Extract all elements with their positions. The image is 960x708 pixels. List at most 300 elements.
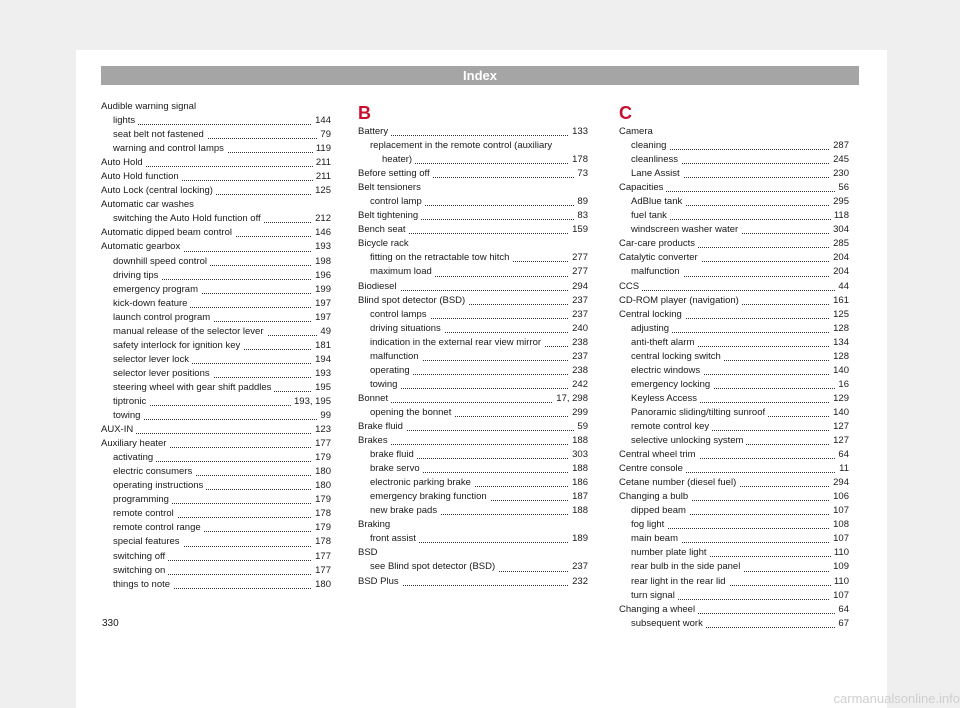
index-entry bbox=[619, 308, 849, 322]
entry-page-ref[interactable]: 199 bbox=[312, 283, 331, 297]
entry-term: dipped beam bbox=[631, 505, 689, 516]
entry-term: Automatic gearbox bbox=[101, 241, 183, 252]
index-entry bbox=[619, 139, 849, 153]
entry-term: Central locking bbox=[619, 309, 685, 320]
page-number: 330 bbox=[102, 618, 119, 629]
entry-page-ref[interactable]: 181 bbox=[312, 339, 331, 353]
entry-page-ref[interactable]: 179 bbox=[312, 521, 331, 535]
index-entry bbox=[619, 560, 849, 574]
entry-page-ref[interactable]: 179 bbox=[312, 493, 331, 507]
entry-page-ref[interactable]: 79 bbox=[317, 128, 331, 142]
entry-list bbox=[619, 125, 849, 631]
entry-page-ref[interactable]: 180 bbox=[312, 479, 331, 493]
entry-term: turn signal bbox=[631, 590, 678, 601]
entry-page-ref[interactable]: 134 bbox=[830, 336, 849, 350]
index-entry bbox=[358, 504, 588, 518]
entry-term: Biodiesel bbox=[358, 281, 400, 292]
index-entry bbox=[101, 521, 331, 535]
entry-page-ref[interactable]: 73 bbox=[574, 167, 588, 181]
entry-page-ref[interactable]: 106 bbox=[830, 490, 849, 504]
index-entry bbox=[619, 378, 849, 392]
index-entry bbox=[619, 209, 849, 223]
entry-page-ref[interactable]: 110 bbox=[831, 546, 849, 560]
index-entry bbox=[619, 575, 849, 589]
entry-term: driving tips bbox=[113, 270, 161, 281]
entry-term: Brakes bbox=[358, 435, 391, 446]
entry-page-ref[interactable]: 242 bbox=[569, 378, 588, 392]
entry-page-ref[interactable]: 186 bbox=[569, 476, 588, 490]
index-entry bbox=[358, 153, 588, 167]
index-entry bbox=[619, 322, 849, 336]
entry-term: selector lever positions bbox=[113, 368, 213, 379]
entry-page-ref[interactable]: 193 bbox=[312, 367, 331, 381]
entry-term: Catalytic converter bbox=[619, 252, 701, 263]
entry-page-ref[interactable]: 196 bbox=[312, 269, 331, 283]
index-entry bbox=[101, 226, 331, 240]
index-entry: Belt tensioners bbox=[358, 182, 421, 194]
index-entry bbox=[619, 336, 849, 350]
entry-term: Battery bbox=[358, 126, 391, 137]
entry-page-ref[interactable]: 11 bbox=[836, 462, 849, 476]
index-entry bbox=[101, 507, 331, 521]
entry-term: brake servo bbox=[370, 463, 423, 474]
index-entry bbox=[358, 195, 588, 209]
entry-page-ref[interactable]: 177 bbox=[312, 564, 331, 578]
dot-leader bbox=[113, 122, 331, 125]
entry-term: cleaning bbox=[631, 140, 669, 151]
entry-page-ref[interactable]: 194 bbox=[312, 353, 331, 367]
entry-page-ref[interactable]: 188 bbox=[569, 434, 588, 448]
index-entry bbox=[619, 350, 849, 364]
entry-page-ref[interactable]: 107 bbox=[830, 589, 849, 603]
entry-term: towing bbox=[370, 379, 400, 390]
entry-term: Lane Assist bbox=[631, 168, 683, 179]
index-entry bbox=[619, 518, 849, 532]
entry-page-ref[interactable]: 127 bbox=[830, 420, 849, 434]
entry-term: Panoramic sliding/tilting sunroof bbox=[631, 407, 768, 418]
entry-term: indication in the external rear view mirror bbox=[370, 337, 544, 348]
index-entry bbox=[619, 589, 849, 603]
entry-term: electric windows bbox=[631, 365, 703, 376]
index-entry bbox=[101, 423, 331, 437]
index-entry bbox=[358, 336, 588, 350]
index-entry bbox=[619, 251, 849, 265]
entry-list bbox=[101, 100, 331, 592]
index-entry bbox=[619, 294, 849, 308]
entry-page-ref[interactable]: 180 bbox=[312, 465, 331, 479]
entry-term: Cetane number (diesel fuel) bbox=[619, 477, 739, 488]
index-entry bbox=[101, 550, 331, 564]
index-entry bbox=[101, 437, 331, 451]
index-entry bbox=[358, 364, 588, 378]
index-column-1 bbox=[101, 100, 331, 592]
entry-page-ref[interactable]: 133 bbox=[569, 125, 588, 139]
index-entry bbox=[101, 564, 331, 578]
index-entry bbox=[358, 575, 588, 589]
index-entry bbox=[358, 476, 588, 490]
index-entry bbox=[101, 184, 331, 198]
entry-term: Belt tightening bbox=[358, 210, 421, 221]
entry-page-ref[interactable]: 140 bbox=[830, 406, 849, 420]
entry-term: operating instructions bbox=[113, 480, 206, 491]
entry-term: towing bbox=[113, 410, 143, 421]
entry-term: anti-theft alarm bbox=[631, 337, 697, 348]
entry-page-ref[interactable]: 287 bbox=[830, 139, 849, 153]
entry-term: see Blind spot detector (BSD) bbox=[370, 561, 498, 572]
index-entry bbox=[101, 311, 331, 325]
entry-term: emergency program bbox=[113, 284, 201, 295]
index-entry bbox=[358, 350, 588, 364]
index-entry bbox=[101, 297, 331, 311]
entry-term: maximum load bbox=[370, 266, 435, 277]
entry-page-ref[interactable]: 303 bbox=[569, 448, 588, 462]
index-entry bbox=[358, 294, 588, 308]
entry-term: AdBlue tank bbox=[631, 196, 685, 207]
dot-leader bbox=[619, 288, 849, 291]
entry-list bbox=[358, 125, 588, 589]
entry-term: cleanliness bbox=[631, 154, 681, 165]
index-entry bbox=[358, 532, 588, 546]
entry-page-ref[interactable]: 193 bbox=[312, 240, 331, 254]
index-entry bbox=[358, 308, 588, 322]
entry-page-ref[interactable]: 49 bbox=[317, 325, 331, 339]
index-entry bbox=[619, 532, 849, 546]
entry-term: Capacities bbox=[619, 182, 666, 193]
entry-page-ref[interactable]: 140 bbox=[830, 364, 849, 378]
entry-term: opening the bonnet bbox=[370, 407, 454, 418]
entry-term: electric consumers bbox=[113, 466, 195, 477]
entry-page-ref[interactable]: 161 bbox=[830, 294, 849, 308]
entry-page-ref[interactable]: 204 bbox=[830, 251, 849, 265]
section-letter-b: B bbox=[358, 103, 371, 123]
entry-page-ref[interactable]: 189 bbox=[569, 532, 588, 546]
entry-page-ref[interactable]: 245 bbox=[830, 153, 849, 167]
index-entry bbox=[101, 255, 331, 269]
entry-page-ref[interactable]: 240 bbox=[569, 322, 588, 336]
entry-page-ref[interactable]: 67 bbox=[835, 617, 849, 631]
entry-page-ref[interactable]: 64 bbox=[835, 448, 849, 462]
entry-term: driving situations bbox=[370, 323, 444, 334]
index-entry bbox=[619, 546, 849, 560]
entry-page-ref[interactable]: 146 bbox=[312, 226, 331, 240]
index-column-3 bbox=[619, 100, 849, 631]
entry-page-ref[interactable]: 118 bbox=[831, 209, 849, 223]
index-entry bbox=[358, 406, 588, 420]
entry-page-ref[interactable]: 238 bbox=[569, 364, 588, 378]
entry-page-ref[interactable]: 277 bbox=[569, 265, 588, 279]
entry-page-ref[interactable]: 109 bbox=[830, 560, 849, 574]
entry-page-ref[interactable]: 125 bbox=[830, 308, 849, 322]
entry-page-ref[interactable]: 123 bbox=[312, 423, 331, 437]
entry-page-ref[interactable]: 237 bbox=[569, 308, 588, 322]
entry-page-ref[interactable]: 178 bbox=[312, 535, 331, 549]
entry-term: fuel tank bbox=[631, 210, 670, 221]
entry-page-ref[interactable]: 294 bbox=[830, 476, 849, 490]
entry-page-ref[interactable]: 129 bbox=[830, 392, 849, 406]
entry-page-ref[interactable]: 187 bbox=[569, 490, 588, 504]
entry-page-ref[interactable]: 178 bbox=[312, 507, 331, 521]
index-entry bbox=[358, 209, 588, 223]
entry-page-ref[interactable]: 198 bbox=[312, 255, 331, 269]
index-entry bbox=[619, 195, 849, 209]
entry-page-ref[interactable]: 237 bbox=[569, 294, 588, 308]
entry-term: remote control range bbox=[113, 522, 204, 533]
index-entry bbox=[619, 237, 849, 251]
entry-page-ref[interactable]: 159 bbox=[569, 223, 588, 237]
index-entry bbox=[358, 462, 588, 476]
entry-page-ref[interactable]: 128 bbox=[830, 350, 849, 364]
entry-term: Auxiliary heater bbox=[101, 438, 169, 449]
entry-page-ref[interactable]: 99 bbox=[317, 409, 331, 423]
entry-page-ref[interactable]: 44 bbox=[835, 280, 849, 294]
index-entry bbox=[101, 465, 331, 479]
index-entry bbox=[101, 493, 331, 507]
index-entry: replacement in the remote control (auxiliary bbox=[370, 140, 553, 152]
index-entry bbox=[101, 240, 331, 254]
entry-term: BSD Plus bbox=[358, 576, 402, 587]
entry-term: windscreen washer water bbox=[631, 224, 741, 235]
index-entry bbox=[619, 280, 849, 294]
entry-term: Before setting off bbox=[358, 168, 433, 179]
index-entry: Audible warning signal bbox=[101, 101, 197, 112]
entry-page-ref[interactable]: 232 bbox=[569, 575, 588, 589]
entry-page-ref[interactable]: 285 bbox=[830, 237, 849, 251]
entry-term: warning and control lamps bbox=[113, 143, 227, 154]
index-entry bbox=[619, 420, 849, 434]
index-entry bbox=[101, 578, 331, 592]
entry-page-ref[interactable]: 197 bbox=[312, 311, 331, 325]
index-entry bbox=[619, 448, 849, 462]
entry-term: switching on bbox=[113, 565, 168, 576]
entry-page-ref[interactable]: 180 bbox=[312, 578, 331, 592]
index-entry bbox=[101, 353, 331, 367]
entry-term: Automatic dipped beam control bbox=[101, 227, 235, 238]
index-entry bbox=[358, 448, 588, 462]
entry-term: seat belt not fastened bbox=[113, 129, 207, 140]
entry-page-ref[interactable]: 230 bbox=[830, 167, 849, 181]
entry-page-ref[interactable]: 179 bbox=[312, 451, 331, 465]
entry-term: switching the Auto Hold function off bbox=[113, 213, 264, 224]
index-entry bbox=[101, 325, 331, 339]
entry-page-ref[interactable]: 89 bbox=[574, 195, 588, 209]
entry-page-ref[interactable]: 277 bbox=[569, 251, 588, 265]
entry-page-ref[interactable]: 128 bbox=[830, 322, 849, 336]
index-entry bbox=[619, 392, 849, 406]
entry-page-ref[interactable]: 295 bbox=[830, 195, 849, 209]
entry-term: control lamps bbox=[370, 309, 430, 320]
entry-term: remote control key bbox=[631, 421, 712, 432]
index-entry bbox=[101, 409, 331, 423]
index-entry bbox=[619, 476, 849, 490]
index-entry bbox=[101, 535, 331, 549]
entry-term: Auto Lock (central locking) bbox=[101, 185, 216, 196]
entry-page-ref[interactable]: 17, 298 bbox=[553, 392, 588, 406]
dot-leader bbox=[370, 386, 588, 389]
entry-term: brake fluid bbox=[370, 449, 417, 460]
index-entry bbox=[358, 490, 588, 504]
entry-term: selector lever lock bbox=[113, 354, 192, 365]
entry-page-ref[interactable]: 193, 195 bbox=[291, 395, 331, 409]
entry-term: special features bbox=[113, 536, 183, 547]
entry-page-ref[interactable]: 237 bbox=[569, 560, 588, 574]
index-entry bbox=[101, 479, 331, 493]
entry-term: electronic parking brake bbox=[370, 477, 474, 488]
index-entry bbox=[619, 617, 849, 631]
entry-term: launch control program bbox=[113, 312, 213, 323]
index-entry bbox=[101, 381, 331, 395]
index-entry: Camera bbox=[619, 126, 653, 137]
entry-term: CD-ROM player (navigation) bbox=[619, 295, 742, 306]
entry-term: manual release of the selector lever bbox=[113, 326, 267, 337]
entry-page-ref[interactable]: 212 bbox=[312, 212, 331, 226]
entry-term: Changing a wheel bbox=[619, 604, 698, 615]
entry-term: AUX-IN bbox=[101, 424, 136, 435]
entry-term: Changing a bulb bbox=[619, 491, 691, 502]
index-entry bbox=[619, 167, 849, 181]
entry-term: remote control bbox=[113, 508, 177, 519]
entry-page-ref[interactable]: 16 bbox=[835, 378, 849, 392]
entry-term: Blind spot detector (BSD) bbox=[358, 295, 468, 306]
index-entry bbox=[358, 420, 588, 434]
entry-page-ref[interactable]: 144 bbox=[312, 114, 331, 128]
entry-page-ref[interactable]: 195 bbox=[312, 381, 331, 395]
entry-term: rear bulb in the side panel bbox=[631, 561, 743, 572]
entry-page-ref[interactable]: 64 bbox=[835, 603, 849, 617]
entry-term: number plate light bbox=[631, 547, 710, 558]
index-entry bbox=[619, 265, 849, 279]
entry-term: subsequent work bbox=[631, 618, 706, 629]
index-entry bbox=[358, 167, 588, 181]
page-header: Index bbox=[101, 66, 859, 85]
index-entry bbox=[358, 280, 588, 294]
index-entry bbox=[619, 181, 849, 195]
entry-term: Keyless Access bbox=[631, 393, 700, 404]
entry-page-ref[interactable]: 56 bbox=[835, 181, 849, 195]
entry-page-ref[interactable]: 237 bbox=[569, 350, 588, 364]
section-letter-c: C bbox=[619, 103, 632, 123]
entry-page-ref[interactable]: 188 bbox=[569, 504, 588, 518]
entry-term: malfunction bbox=[370, 351, 422, 362]
index-entry bbox=[101, 339, 331, 353]
entry-page-ref[interactable]: 204 bbox=[830, 265, 849, 279]
index-entry bbox=[101, 156, 331, 170]
entry-page-ref[interactable]: 177 bbox=[312, 437, 331, 451]
entry-term: Brake fluid bbox=[358, 421, 406, 432]
index-entry bbox=[358, 434, 588, 448]
entry-term: emergency braking function bbox=[370, 491, 490, 502]
index-entry bbox=[358, 322, 588, 336]
entry-term: Bonnet bbox=[358, 393, 391, 404]
entry-term: adjusting bbox=[631, 323, 672, 334]
entry-page-ref[interactable]: 304 bbox=[830, 223, 849, 237]
index-entry bbox=[358, 265, 588, 279]
entry-page-ref[interactable]: 125 bbox=[312, 184, 331, 198]
entry-term: Bench seat bbox=[358, 224, 409, 235]
entry-term: new brake pads bbox=[370, 505, 440, 516]
index-entry bbox=[101, 212, 331, 226]
entry-page-ref[interactable]: 119 bbox=[313, 142, 331, 156]
entry-page-ref[interactable]: 188 bbox=[569, 462, 588, 476]
index-entry bbox=[358, 378, 588, 392]
entry-term: tiptronic bbox=[113, 396, 149, 407]
entry-term: switching off bbox=[113, 551, 168, 562]
entry-page-ref[interactable]: 107 bbox=[830, 532, 849, 546]
index-entry bbox=[101, 451, 331, 465]
index-entry bbox=[101, 114, 331, 128]
index-entry bbox=[358, 223, 588, 237]
index-entry bbox=[619, 153, 849, 167]
entry-term: operating bbox=[370, 365, 413, 376]
entry-term: fog light bbox=[631, 519, 667, 530]
entry-term: control lamp bbox=[370, 196, 425, 207]
entry-page-ref[interactable]: 107 bbox=[830, 504, 849, 518]
watermark: carmanualsonline.info bbox=[833, 691, 960, 706]
entry-term: main beam bbox=[631, 533, 681, 544]
dot-leader bbox=[358, 442, 588, 445]
index-entry bbox=[619, 406, 849, 420]
entry-term: Auto Hold function bbox=[101, 171, 182, 182]
entry-page-ref[interactable]: 110 bbox=[831, 575, 849, 589]
entry-term: fitting on the retractable tow hitch bbox=[370, 252, 512, 263]
index-entry bbox=[358, 560, 588, 574]
index-entry bbox=[619, 504, 849, 518]
entry-term: Auto Hold bbox=[101, 157, 146, 168]
index-entry: BSD bbox=[358, 547, 378, 559]
index-entry bbox=[101, 367, 331, 381]
entry-term: lights bbox=[113, 115, 138, 126]
entry-page-ref[interactable]: 127 bbox=[830, 434, 849, 448]
entry-page-ref[interactable]: 211 bbox=[313, 156, 331, 170]
entry-page-ref[interactable]: 294 bbox=[569, 280, 588, 294]
index-entry bbox=[619, 223, 849, 237]
index-entry bbox=[101, 269, 331, 283]
entry-page-ref[interactable]: 197 bbox=[312, 297, 331, 311]
entry-term: central locking switch bbox=[631, 351, 724, 362]
entry-term: malfunction bbox=[631, 266, 683, 277]
entry-page-ref[interactable]: 59 bbox=[574, 420, 588, 434]
entry-page-ref[interactable]: 238 bbox=[569, 336, 588, 350]
index-entry: Braking bbox=[358, 519, 391, 531]
entry-page-ref[interactable]: 83 bbox=[574, 209, 588, 223]
index-entry bbox=[358, 251, 588, 265]
index-column-2 bbox=[358, 100, 588, 589]
entry-term: Car-care products bbox=[619, 238, 698, 249]
index-entry bbox=[619, 603, 849, 617]
entry-term: safety interlock for ignition key bbox=[113, 340, 243, 351]
index-entry bbox=[101, 128, 331, 142]
entry-term: CCS bbox=[619, 281, 642, 292]
dot-leader bbox=[358, 133, 588, 136]
index-entry bbox=[358, 125, 588, 139]
index-entry bbox=[101, 142, 331, 156]
index-entry bbox=[619, 364, 849, 378]
entry-page-ref[interactable]: 211 bbox=[313, 170, 331, 184]
entry-page-ref[interactable]: 108 bbox=[830, 518, 849, 532]
entry-term: rear light in the rear lid bbox=[631, 576, 729, 587]
entry-page-ref[interactable]: 299 bbox=[569, 406, 588, 420]
entry-term: steering wheel with gear shift paddles bbox=[113, 382, 274, 393]
index-entry bbox=[619, 490, 849, 504]
entry-term: kick-down feature bbox=[113, 298, 190, 309]
index-entry bbox=[619, 462, 849, 476]
entry-term: Centre console bbox=[619, 463, 686, 474]
index-entry bbox=[358, 392, 588, 406]
entry-term: emergency locking bbox=[631, 379, 713, 390]
entry-term: selective unlocking system bbox=[631, 435, 746, 446]
entry-page-ref[interactable]: 178 bbox=[569, 153, 588, 167]
entry-page-ref[interactable]: 177 bbox=[312, 550, 331, 564]
index-entry bbox=[101, 170, 331, 184]
